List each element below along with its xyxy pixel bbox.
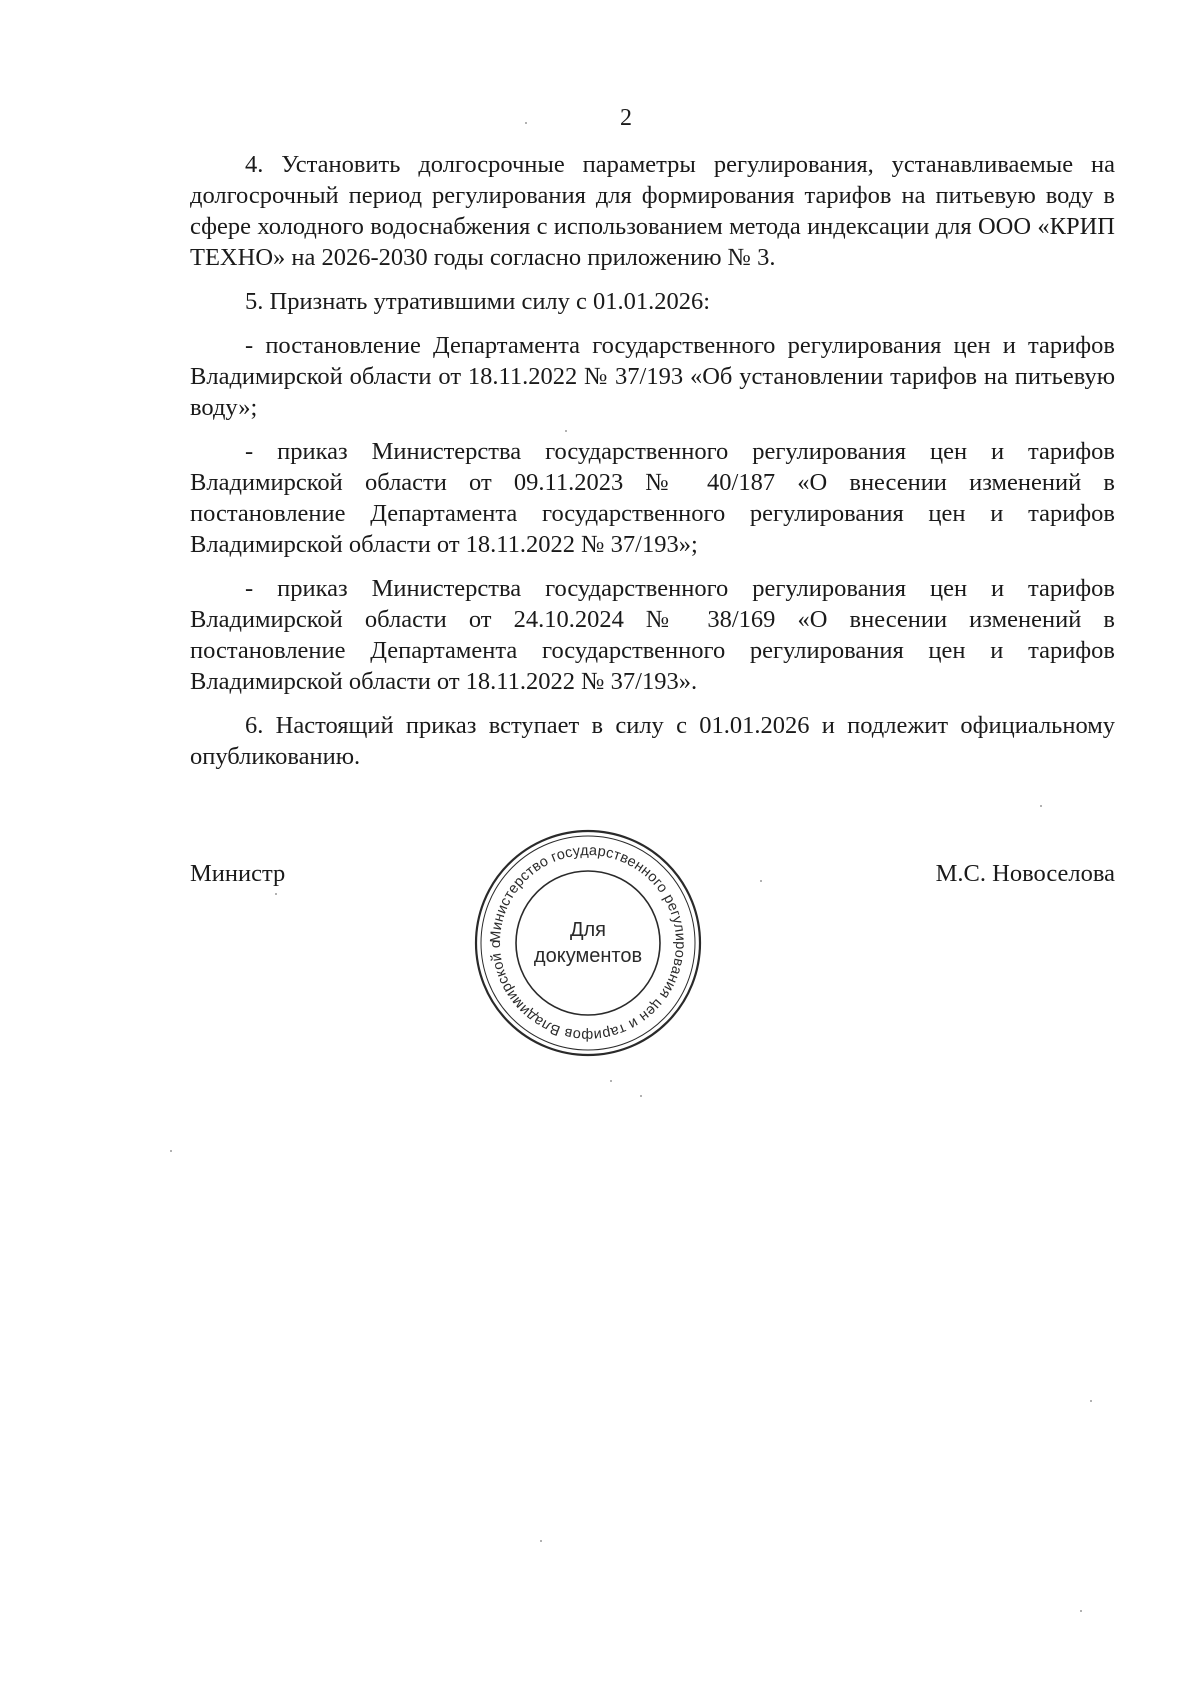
scan-noise [1040,805,1042,807]
signatory-name: М.С. Новоселова [935,860,1115,887]
stamp-ring-text: Министерство государственного регулирования цен и тарифов Владимирской о [487,842,689,1044]
svg-text:Министерство государственного [468,823,688,1043]
scan-noise [170,1150,172,1152]
scan-noise [1090,1400,1092,1402]
document-body [190,149,1115,785]
page-number: 2 [620,105,632,131]
official-stamp [468,823,708,1063]
paragraph-4: 4. Установить долгосрочные параметры регулирования, устанавливаемые на долгосрочный период регулирования для формирования тарифов на питьевую воду в сфере холодного водоснабжения с использованием метода индексации для ООО «КРИП ТЕХНО» на 2026-2030 годы согласно приложению № 3. [190,151,1115,271]
scan-noise [275,893,277,895]
scan-noise [760,880,762,882]
stamp-seal-icon [468,823,708,1063]
signatory-title: Министр [190,860,286,887]
scan-noise [565,430,567,432]
paragraph-5-item-3: - приказ Министерства государственного регулирования цен и тарифов Владимирской области от 24.10.2024 № 38/169 «О внесении изменений в постановление Департамента государственного регулирования цен и тарифов Владимирской области от 18.11.2022 № 37/193». [190,575,1115,695]
stamp-center-line-2: документов [533,945,643,967]
scan-noise [540,1540,542,1542]
paragraph-6: 6. Настоящий приказ вступает в силу с 01.01.2026 и подлежит официальному опубликованию. [190,712,1115,770]
scan-noise [640,1095,642,1097]
scan-noise [610,1080,612,1082]
stamp-center-line-1: Для [569,919,607,941]
scan-noise [1080,1610,1082,1612]
paragraph-5: 5. Признать утратившими силу с 01.01.2026: [245,288,711,315]
paragraph-5-item-2: - приказ Министерства государственного регулирования цен и тарифов Владимирской области от 09.11.2023 № 40/187 «О внесении изменений в постановление Департамента государственного регулирования цен и тарифов Владимирской области от 18.11.2022 № 37/193»; [190,438,1115,558]
scan-noise [525,122,527,124]
paragraph-5-item-1: - постановление Департамента государственного регулирования цен и тарифов Владимирской области от 18.11.2022 № 37/193 «Об установлении тарифов на питьевую воду»; [190,332,1115,421]
